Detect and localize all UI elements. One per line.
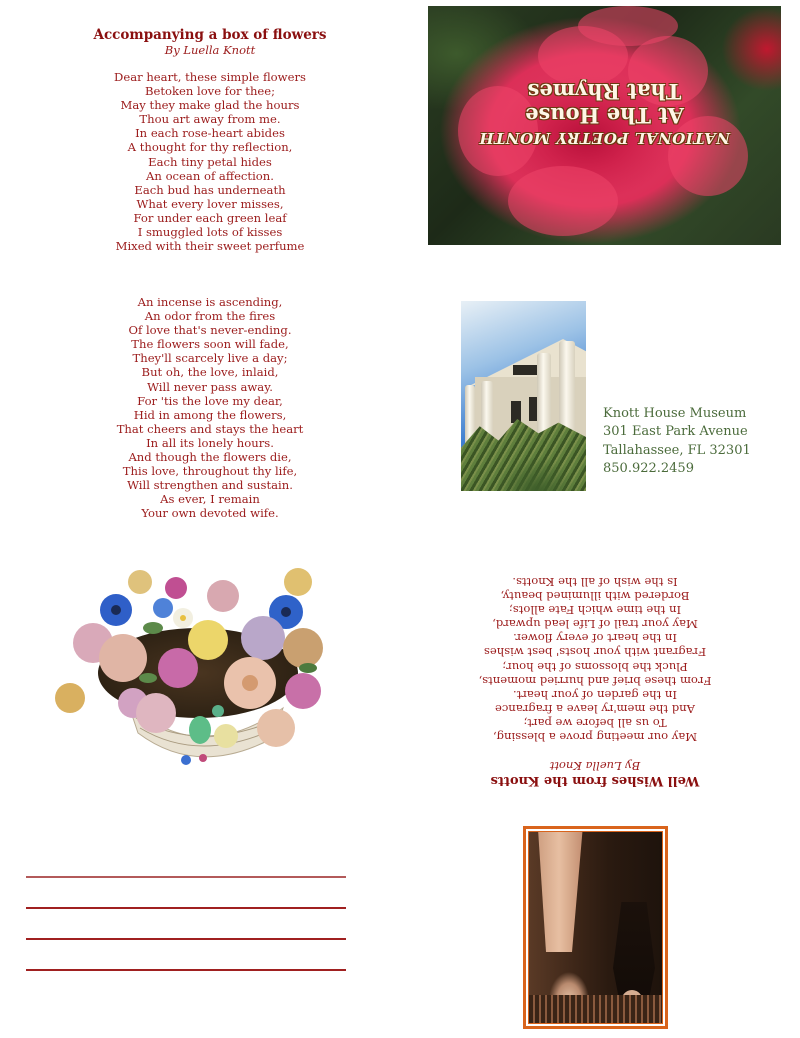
poem-line: For 'tis the love my dear, (137, 393, 283, 408)
poem-line: To us all before we part; (523, 715, 667, 730)
poem-line: An odor from the fires (144, 309, 276, 324)
poem-line: The flowers soon will fade, (131, 337, 289, 352)
left-poem (80, 27, 340, 253)
poem-line: May our meeting prove a blessing, (492, 730, 698, 744)
signature-line-4[interactable] (26, 969, 346, 971)
poem-line: That cheers and stays the heart (116, 421, 304, 436)
poem-line: In all its lonely hours. (146, 435, 274, 450)
poem-line: Will strengthen and sustain. (127, 478, 293, 493)
poem-line: And the mem'ry leave a fragrance (494, 701, 696, 716)
poem-byline: By Luella Knott (164, 43, 256, 57)
poem-line: As ever, I remain (160, 492, 260, 507)
poem-line: They'll scarcely live a day; (132, 351, 288, 366)
cover-subtitle: NATIONAL POETRY MONTH (479, 129, 730, 147)
poem-line: Dear heart, these simple flowers (114, 70, 306, 84)
museum-phone[interactable]: 850.922.2459 (603, 460, 694, 476)
flower-basket-image (48, 568, 338, 773)
poem-line: This love, throughout thy life, (122, 464, 298, 479)
poem-title: Well Wishes from the Knotts (490, 773, 700, 788)
poem-line: From these brief and hurried moments, (478, 673, 712, 688)
poem-line: An ocean of affection. (146, 168, 274, 183)
poem-line: Bordered with illumined beauty, (500, 589, 690, 604)
poem-stanza-1 (80, 70, 340, 253)
cover-heading-line: At The House (525, 103, 684, 128)
poem-line: May your trail of Life lead upward, (492, 617, 698, 632)
museum-address (603, 405, 751, 478)
poem-line: In each rose-heart abides (135, 126, 285, 141)
poem-line: Each bud has underneath (134, 182, 286, 197)
signature-line-1[interactable] (26, 876, 346, 878)
poem-line: In the garden of your heart. (512, 687, 678, 702)
poem-line: An incense is ascending, (137, 295, 283, 309)
poem-line: Each tiny petal hides (148, 154, 272, 169)
poem-line: Thou art away from me. (139, 112, 281, 127)
poem-byline: By Luella Knott (549, 759, 641, 773)
poem-line: For under each green leaf (133, 210, 287, 225)
poem-line: Pluck the blossoms of the hour; (502, 659, 688, 674)
poem-line: Fragrant with your hosts' best wishes (483, 645, 707, 660)
well-wishes-poem (460, 542, 730, 788)
museum-name: Knott House Museum (603, 406, 747, 421)
poem-line: But oh, the love, inlaid, (141, 365, 279, 380)
poem-line: Is the wish of all the Knotts. (512, 574, 678, 589)
framed-couple-photo (523, 826, 668, 1029)
poem-line: What every lover misses, (136, 196, 284, 211)
cover-camellia-photo (428, 6, 781, 245)
poem-line: Mixed with their sweet perfume (115, 239, 305, 254)
poem-line: Hid in among the flowers, (133, 407, 287, 422)
poem-line: A thought for thy reflection, (127, 140, 293, 155)
poem-line: Your own devoted wife. (141, 506, 279, 521)
museum-city: Tallahassee, FL 32301 (603, 442, 751, 458)
cover-heading-line: That Rhymes (527, 79, 682, 104)
poem-line: Betoken love for thee; (144, 84, 276, 99)
poem-line: Of love that's never-ending. (128, 323, 292, 338)
museum-street: 301 East Park Avenue (603, 424, 748, 440)
poem-title: Accompanying a box of flowers (93, 27, 327, 43)
poem-line: And though the flowers die, (128, 450, 292, 465)
cover-title (428, 6, 781, 245)
poem-stanza-2 (80, 295, 340, 521)
signature-line-3[interactable] (26, 938, 346, 940)
signature-line-2[interactable] (26, 907, 346, 909)
poem-line: Will never pass away. (147, 379, 273, 394)
knott-house-photo (461, 301, 586, 491)
poem-line: I smuggled lots of kisses (137, 225, 283, 240)
poem-line: In the time which Fate allots; (508, 603, 682, 618)
poem-line: May they make glad the hours (120, 98, 300, 113)
poem-line: In the heart of every flower. (513, 631, 677, 646)
